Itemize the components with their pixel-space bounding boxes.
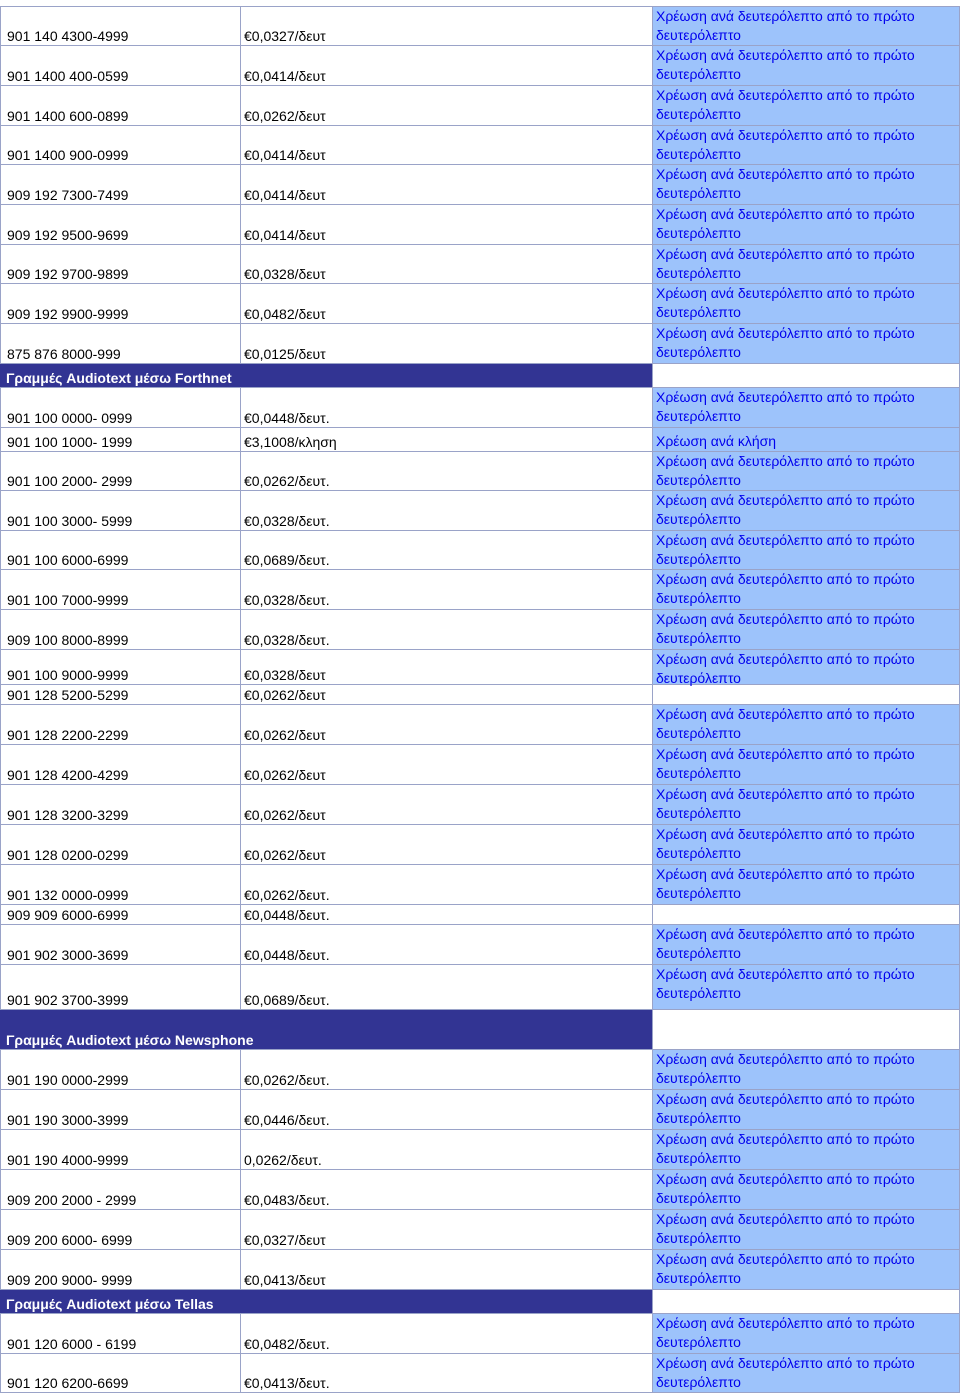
price: €0,0262/δευτ bbox=[244, 687, 326, 703]
price-cell bbox=[240, 7, 652, 45]
table-row bbox=[0, 865, 960, 905]
number-range: 901 902 3700-3999 bbox=[7, 992, 129, 1008]
table-row bbox=[0, 388, 960, 428]
price: €0,0448/δευτ. bbox=[244, 410, 330, 426]
charging-note: Χρέωση ανά δευτερόλεπτο από το πρώτο δευτερόλεπτο bbox=[656, 47, 915, 82]
table-row bbox=[0, 284, 960, 324]
note-cell bbox=[652, 650, 960, 684]
table-row bbox=[0, 531, 960, 570]
number-range-cell bbox=[0, 1130, 240, 1169]
number-range: 909 200 9000- 9999 bbox=[7, 1272, 133, 1288]
table-row bbox=[0, 245, 960, 284]
number-range: 901 100 0000- 0999 bbox=[7, 410, 133, 426]
number-range: 901 100 7000-9999 bbox=[7, 592, 129, 608]
number-range: 909 192 7300-7499 bbox=[7, 187, 129, 203]
number-range: 901 120 6000 - 6199 bbox=[7, 1336, 137, 1352]
note-cell bbox=[652, 1130, 960, 1169]
price: €0,0262/δευτ. bbox=[244, 887, 330, 903]
price: €0,0327/δευτ bbox=[244, 28, 326, 44]
price: €3,1008/κληση bbox=[244, 434, 337, 450]
table-row bbox=[0, 965, 960, 1010]
price-cell bbox=[240, 1210, 652, 1249]
note-cell bbox=[652, 428, 960, 451]
number-range: 901 100 2000- 2999 bbox=[7, 473, 133, 489]
charging-note: Χρέωση ανά δευτερόλεπτο από το πρώτο δευτερόλεπτο bbox=[656, 1355, 915, 1390]
table-row bbox=[0, 7, 960, 46]
note-cell bbox=[652, 1050, 960, 1089]
price-cell bbox=[240, 825, 652, 864]
table-row bbox=[0, 324, 960, 364]
charging-note: Χρέωση ανά δευτερόλεπτο από το πρώτο δευτερόλεπτο bbox=[656, 571, 915, 606]
table-row bbox=[0, 925, 960, 965]
charging-note: Χρέωση ανά δευτερόλεπτο από το πρώτο δευτερόλεπτο bbox=[656, 246, 915, 281]
price-cell bbox=[240, 388, 652, 427]
charging-note: Χρέωση ανά δευτερόλεπτο από το πρώτο δευτερόλεπτο bbox=[656, 1315, 915, 1350]
number-range: 901 100 6000-6999 bbox=[7, 552, 129, 568]
price: €0,0327/δευτ bbox=[244, 1232, 326, 1248]
note-cell bbox=[652, 86, 960, 125]
note-cell bbox=[652, 126, 960, 164]
price-cell bbox=[240, 205, 652, 244]
charging-note: Χρέωση ανά δευτερόλεπτο από το πρώτο δευτερόλεπτο bbox=[656, 1051, 915, 1086]
table-row bbox=[0, 1314, 960, 1354]
table-row bbox=[0, 491, 960, 531]
table-row bbox=[0, 205, 960, 245]
note-cell bbox=[652, 745, 960, 784]
note-cell bbox=[652, 570, 960, 609]
table-row bbox=[0, 570, 960, 610]
charging-note: Χρέωση ανά δευτερόλεπτο από το πρώτο δευτερόλεπτο bbox=[656, 706, 915, 741]
price: €0,0483/δευτ. bbox=[244, 1192, 330, 1208]
number-range-cell bbox=[0, 1210, 240, 1249]
price: €0,0328/δευτ bbox=[244, 266, 326, 282]
section-header-cell bbox=[0, 1010, 652, 1049]
table-row bbox=[0, 650, 960, 685]
note-cell bbox=[652, 324, 960, 363]
note-cell bbox=[652, 531, 960, 569]
price: €0,0482/δευτ bbox=[244, 306, 326, 322]
price-cell bbox=[240, 965, 652, 1009]
price-cell bbox=[240, 491, 652, 530]
price: €0,0689/δευτ. bbox=[244, 552, 330, 568]
table-row bbox=[0, 905, 960, 925]
price: €0,0262/δευτ. bbox=[244, 1072, 330, 1088]
note-cell bbox=[652, 245, 960, 283]
price: €0,0262/δευτ bbox=[244, 108, 326, 124]
price-cell bbox=[240, 650, 652, 684]
number-range-cell bbox=[0, 825, 240, 864]
number-range-cell bbox=[0, 491, 240, 530]
note-cell bbox=[652, 685, 960, 704]
table-row bbox=[0, 126, 960, 165]
price-cell bbox=[240, 925, 652, 964]
charging-note: Χρέωση ανά δευτερόλεπτο από το πρώτο δευτερόλεπτο bbox=[656, 127, 915, 162]
table-row bbox=[0, 1050, 960, 1090]
charging-note: Χρέωση ανά δευτερόλεπτο από το πρώτο δευτερόλεπτο bbox=[656, 866, 915, 901]
number-range-cell bbox=[0, 745, 240, 784]
charging-note: Χρέωση ανά δευτερόλεπτο από το πρώτο δευτερόλεπτο bbox=[656, 1131, 915, 1166]
number-range: 901 132 0000-0999 bbox=[7, 887, 129, 903]
section-title: Γραμμές Audiotext μέσω Newsphone bbox=[6, 1032, 254, 1048]
price: 0,0262/δευτ. bbox=[244, 1152, 322, 1168]
number-range-cell bbox=[0, 452, 240, 490]
price-cell bbox=[240, 126, 652, 164]
number-range-cell bbox=[0, 610, 240, 649]
charging-note: Χρέωση ανά δευτερόλεπτο από το πρώτο δευτερόλεπτο bbox=[656, 492, 915, 527]
number-range: 901 100 3000- 5999 bbox=[7, 513, 133, 529]
price: €0,0262/δευτ bbox=[244, 807, 326, 823]
number-range: 901 902 3000-3699 bbox=[7, 947, 129, 963]
number-range-cell bbox=[0, 324, 240, 363]
table-row bbox=[0, 165, 960, 205]
note-cell bbox=[652, 1290, 960, 1313]
number-range: 901 1400 900-0999 bbox=[7, 147, 129, 163]
charging-note: Χρέωση ανά δευτερόλεπτο από το πρώτο δευτερόλεπτο bbox=[656, 453, 915, 488]
note-cell bbox=[652, 905, 960, 924]
price: €0,0413/δευτ. bbox=[244, 1375, 330, 1391]
price-cell bbox=[240, 531, 652, 569]
table-top-border bbox=[0, 0, 960, 7]
number-range: 909 100 8000-8999 bbox=[7, 632, 129, 648]
number-range-cell bbox=[0, 126, 240, 164]
note-cell bbox=[652, 388, 960, 427]
number-range: 901 128 0200-0299 bbox=[7, 847, 129, 863]
number-range: 875 876 8000-999 bbox=[7, 346, 121, 362]
number-range: 909 909 6000-6999 bbox=[7, 907, 129, 923]
number-range: 909 192 9900-9999 bbox=[7, 306, 129, 322]
table-row bbox=[0, 1250, 960, 1290]
price-cell bbox=[240, 1050, 652, 1089]
price-cell bbox=[240, 785, 652, 824]
section-title: Γραμμές Audiotext μέσω Forthnet bbox=[6, 370, 232, 386]
note-cell bbox=[652, 1314, 960, 1353]
charging-note: Χρέωση ανά δευτερόλεπτο από το πρώτο δευτερόλεπτο bbox=[656, 966, 915, 1001]
number-range-cell bbox=[0, 705, 240, 744]
charging-note: Χρέωση ανά κλήση bbox=[656, 433, 777, 449]
number-range: 901 140 4300-4999 bbox=[7, 28, 129, 44]
charging-note: Χρέωση ανά δευτερόλεπτο από το πρώτο δευτερόλεπτο bbox=[656, 826, 915, 861]
note-cell bbox=[652, 1354, 960, 1392]
table-row bbox=[0, 46, 960, 86]
number-range: 909 192 9500-9699 bbox=[7, 227, 129, 243]
note-cell bbox=[652, 452, 960, 490]
price: €0,0413/δευτ bbox=[244, 1272, 326, 1288]
section-header-row bbox=[0, 1290, 960, 1314]
number-range-cell bbox=[0, 428, 240, 451]
price-cell bbox=[240, 610, 652, 649]
number-range-cell bbox=[0, 685, 240, 704]
table-row bbox=[0, 428, 960, 452]
price-cell bbox=[240, 284, 652, 323]
table-row bbox=[0, 825, 960, 865]
number-range: 901 190 4000-9999 bbox=[7, 1152, 129, 1168]
table-row bbox=[0, 785, 960, 825]
number-range-cell bbox=[0, 86, 240, 125]
number-range-cell bbox=[0, 1354, 240, 1392]
charging-note: Χρέωση ανά δευτερόλεπτο από το πρώτο δευτερόλεπτο bbox=[656, 285, 915, 320]
price-cell bbox=[240, 46, 652, 85]
number-range-cell bbox=[0, 1170, 240, 1209]
price: €0,0446/δευτ. bbox=[244, 1112, 330, 1128]
number-range-cell bbox=[0, 46, 240, 85]
number-range-cell bbox=[0, 925, 240, 964]
price-cell bbox=[240, 452, 652, 490]
price-cell bbox=[240, 705, 652, 744]
price-cell bbox=[240, 428, 652, 451]
number-range: 901 128 5200-5299 bbox=[7, 687, 129, 703]
charging-note: Χρέωση ανά δευτερόλεπτο από το πρώτο δευτερόλεπτο bbox=[656, 166, 915, 201]
price: €0,0448/δευτ. bbox=[244, 907, 330, 923]
note-cell bbox=[652, 1090, 960, 1129]
price-cell bbox=[240, 745, 652, 784]
price: €0,0125/δευτ bbox=[244, 346, 326, 362]
price-cell bbox=[240, 1130, 652, 1169]
charging-note: Χρέωση ανά δευτερόλεπτο από το πρώτο δευτερόλεπτο bbox=[656, 325, 915, 360]
price-cell bbox=[240, 1170, 652, 1209]
number-range: 909 200 2000 - 2999 bbox=[7, 1192, 137, 1208]
table-row bbox=[0, 452, 960, 491]
price-cell bbox=[240, 1250, 652, 1289]
table-row bbox=[0, 1210, 960, 1250]
table-row bbox=[0, 86, 960, 126]
price: €0,0262/δευτ bbox=[244, 847, 326, 863]
number-range: 901 128 2200-2299 bbox=[7, 727, 129, 743]
number-range-cell bbox=[0, 284, 240, 323]
number-range-cell bbox=[0, 570, 240, 609]
price: €0,0262/δευτ bbox=[244, 767, 326, 783]
section-title: Γραμμές Audiotext μέσω Tellas bbox=[6, 1296, 214, 1312]
number-range-cell bbox=[0, 1050, 240, 1089]
note-cell bbox=[652, 1210, 960, 1249]
charging-note: Χρέωση ανά δευτερόλεπτο από το πρώτο δευτερόλεπτο bbox=[656, 611, 915, 646]
charging-note: Χρέωση ανά δευτερόλεπτο από το πρώτο δευτερόλεπτο bbox=[656, 532, 915, 567]
price-cell bbox=[240, 165, 652, 204]
table-row bbox=[0, 1130, 960, 1170]
price: €0,0414/δευτ bbox=[244, 227, 326, 243]
price: €0,0414/δευτ bbox=[244, 147, 326, 163]
section-header-cell bbox=[0, 364, 652, 387]
price: €0,0328/δευτ bbox=[244, 667, 326, 683]
number-range-cell bbox=[0, 205, 240, 244]
charging-note: Χρέωση ανά δευτερόλεπτο από το πρώτο δευτερόλεπτο bbox=[656, 389, 915, 424]
number-range: 901 120 6200-6699 bbox=[7, 1375, 129, 1391]
charging-note: Χρέωση ανά δευτερόλεπτο από το πρώτο δευτερόλεπτο bbox=[656, 8, 915, 43]
table-row bbox=[0, 745, 960, 785]
number-range: 909 200 6000- 6999 bbox=[7, 1232, 133, 1248]
charging-note: Χρέωση ανά δευτερόλεπτο από το πρώτο δευτερόλεπτο bbox=[656, 786, 915, 821]
price: €0,0448/δευτ. bbox=[244, 947, 330, 963]
table-row bbox=[0, 705, 960, 745]
price-cell bbox=[240, 1354, 652, 1392]
price-cell bbox=[240, 324, 652, 363]
number-range-cell bbox=[0, 1090, 240, 1129]
number-range: 901 128 3200-3299 bbox=[7, 807, 129, 823]
number-range: 901 190 3000-3999 bbox=[7, 1112, 129, 1128]
charging-note: Χρέωση ανά δευτερόλεπτο από το πρώτο δευτερόλεπτο bbox=[656, 926, 915, 961]
price: €0,0414/δευτ bbox=[244, 68, 326, 84]
number-range-cell bbox=[0, 1314, 240, 1353]
number-range-cell bbox=[0, 388, 240, 427]
number-range: 901 190 0000-2999 bbox=[7, 1072, 129, 1088]
note-cell bbox=[652, 1010, 960, 1049]
table-row bbox=[0, 610, 960, 650]
number-range: 901 128 4200-4299 bbox=[7, 767, 129, 783]
table-row bbox=[0, 1170, 960, 1210]
number-range-cell bbox=[0, 905, 240, 924]
number-range: 901 1400 600-0899 bbox=[7, 108, 129, 124]
charging-note: Χρέωση ανά δευτερόλεπτο από το πρώτο δευτερόλεπτο bbox=[656, 1171, 915, 1206]
price: €0,0328/δευτ. bbox=[244, 592, 330, 608]
note-cell bbox=[652, 825, 960, 864]
number-range-cell bbox=[0, 1250, 240, 1289]
charging-note: Χρέωση ανά δευτερόλεπτο από το πρώτο δευτερόλεπτο bbox=[656, 87, 915, 122]
number-range-cell bbox=[0, 650, 240, 684]
charging-note: Χρέωση ανά δευτερόλεπτο από το πρώτο δευτερόλεπτο bbox=[656, 1211, 915, 1246]
price: €0,0482/δευτ. bbox=[244, 1336, 330, 1352]
price-cell bbox=[240, 1314, 652, 1353]
note-cell bbox=[652, 610, 960, 649]
number-range: 909 192 9700-9899 bbox=[7, 266, 129, 282]
number-range-cell bbox=[0, 865, 240, 904]
number-range-cell bbox=[0, 245, 240, 283]
note-cell bbox=[652, 491, 960, 530]
note-cell bbox=[652, 705, 960, 744]
note-cell bbox=[652, 165, 960, 204]
number-range: 901 1400 400-0599 bbox=[7, 68, 129, 84]
note-cell bbox=[652, 46, 960, 85]
table-row bbox=[0, 685, 960, 705]
price-cell bbox=[240, 86, 652, 125]
note-cell bbox=[652, 364, 960, 387]
note-cell bbox=[652, 7, 960, 45]
price-cell bbox=[240, 570, 652, 609]
price-cell bbox=[240, 905, 652, 924]
price: €0,0414/δευτ bbox=[244, 187, 326, 203]
price-cell bbox=[240, 1090, 652, 1129]
price-cell bbox=[240, 685, 652, 704]
section-header-cell bbox=[0, 1290, 652, 1313]
number-range-cell bbox=[0, 965, 240, 1009]
note-cell bbox=[652, 785, 960, 824]
note-cell bbox=[652, 925, 960, 964]
number-range: 901 100 1000- 1999 bbox=[7, 434, 133, 450]
note-cell bbox=[652, 1170, 960, 1209]
price: €0,0262/δευτ. bbox=[244, 473, 330, 489]
charging-note: Χρέωση ανά δευτερόλεπτο από το πρώτο δευτερόλεπτο bbox=[656, 1251, 915, 1286]
number-range-cell bbox=[0, 7, 240, 45]
note-cell bbox=[652, 865, 960, 904]
charging-note: Χρέωση ανά δευτερόλεπτο από το πρώτο δευτερόλεπτο bbox=[656, 651, 915, 686]
section-header-row bbox=[0, 364, 960, 388]
price-cell bbox=[240, 245, 652, 283]
note-cell bbox=[652, 284, 960, 323]
price-cell bbox=[240, 865, 652, 904]
note-cell bbox=[652, 205, 960, 244]
section-header-row bbox=[0, 1010, 960, 1050]
note-cell bbox=[652, 1250, 960, 1289]
note-cell bbox=[652, 965, 960, 1009]
charging-note: Χρέωση ανά δευτερόλεπτο από το πρώτο δευτερόλεπτο bbox=[656, 746, 915, 781]
number-range-cell bbox=[0, 165, 240, 204]
number-range-cell bbox=[0, 531, 240, 569]
number-range: 901 100 9000-9999 bbox=[7, 667, 129, 683]
charging-note: Χρέωση ανά δευτερόλεπτο από το πρώτο δευτερόλεπτο bbox=[656, 1091, 915, 1126]
table-row bbox=[0, 1090, 960, 1130]
price: €0,0328/δευτ. bbox=[244, 632, 330, 648]
price: €0,0328/δευτ. bbox=[244, 513, 330, 529]
charging-note: Χρέωση ανά δευτερόλεπτο από το πρώτο δευτερόλεπτο bbox=[656, 206, 915, 241]
number-range-cell bbox=[0, 785, 240, 824]
table-row bbox=[0, 1354, 960, 1393]
price: €0,0262/δευτ bbox=[244, 727, 326, 743]
price: €0,0689/δευτ. bbox=[244, 992, 330, 1008]
